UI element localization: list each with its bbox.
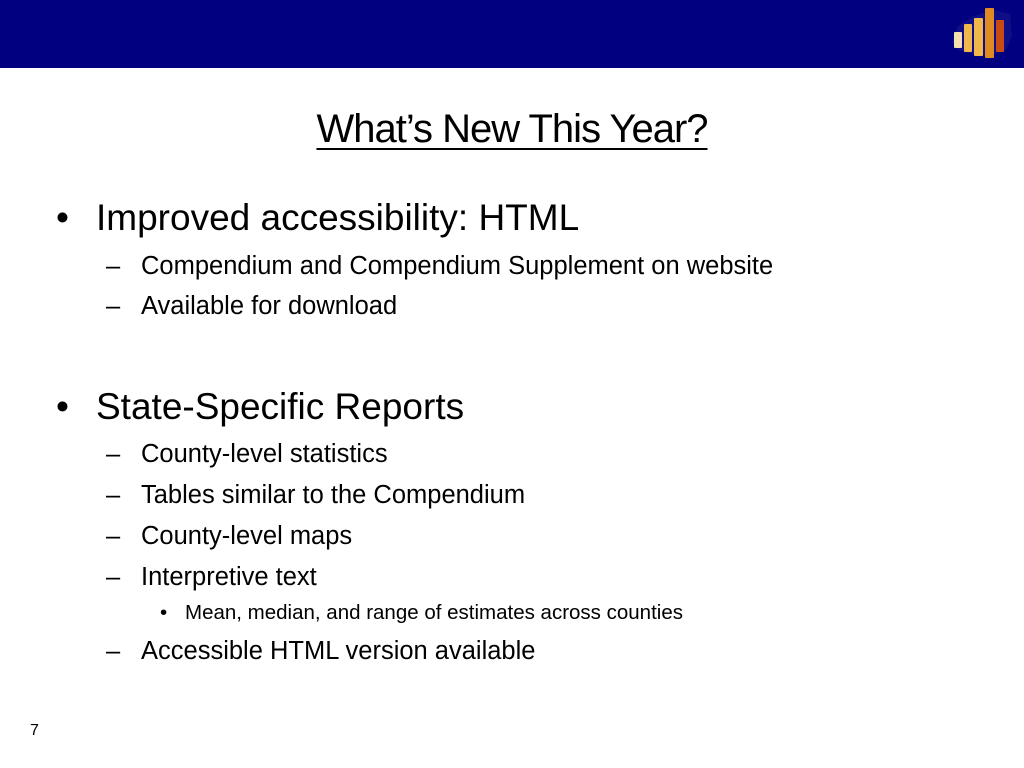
dash-marker: – xyxy=(106,440,121,468)
sub-bullet-label: Compendium and Compendium Supplement on website xyxy=(141,252,774,280)
bullet-marker: • xyxy=(56,386,69,427)
sub-bullet-label: Interpretive text xyxy=(141,563,317,591)
bullet-marker: • xyxy=(160,601,168,624)
dash-marker: – xyxy=(106,292,121,320)
dash-marker: – xyxy=(106,481,121,509)
sub-bullet-label: County-level statistics xyxy=(141,440,388,468)
sub-bullet-label: Tables similar to the Compendium xyxy=(141,481,526,509)
slide-title-text: What’s New This Year? xyxy=(316,107,708,151)
bar-chart-logo-icon xyxy=(948,6,1016,62)
sub-bullet-label: Available for download xyxy=(141,292,398,320)
sub-bullet-label: Accessible HTML version available xyxy=(141,637,536,665)
dash-marker: – xyxy=(106,522,121,550)
page-number: 7 xyxy=(30,722,39,739)
slide-title xyxy=(0,104,1024,154)
dash-marker: – xyxy=(106,637,121,665)
sub-bullet-label: County-level maps xyxy=(141,522,353,550)
dash-marker: – xyxy=(106,563,121,591)
bullet-label: Improved accessibility: HTML xyxy=(96,197,580,238)
dash-marker: – xyxy=(106,252,121,280)
bullet-label: State-Specific Reports xyxy=(96,386,465,427)
header-band xyxy=(0,0,1024,68)
sub-sub-bullet-label: Mean, median, and range of estimates across counties xyxy=(185,601,683,624)
bullet-marker: • xyxy=(56,197,69,238)
